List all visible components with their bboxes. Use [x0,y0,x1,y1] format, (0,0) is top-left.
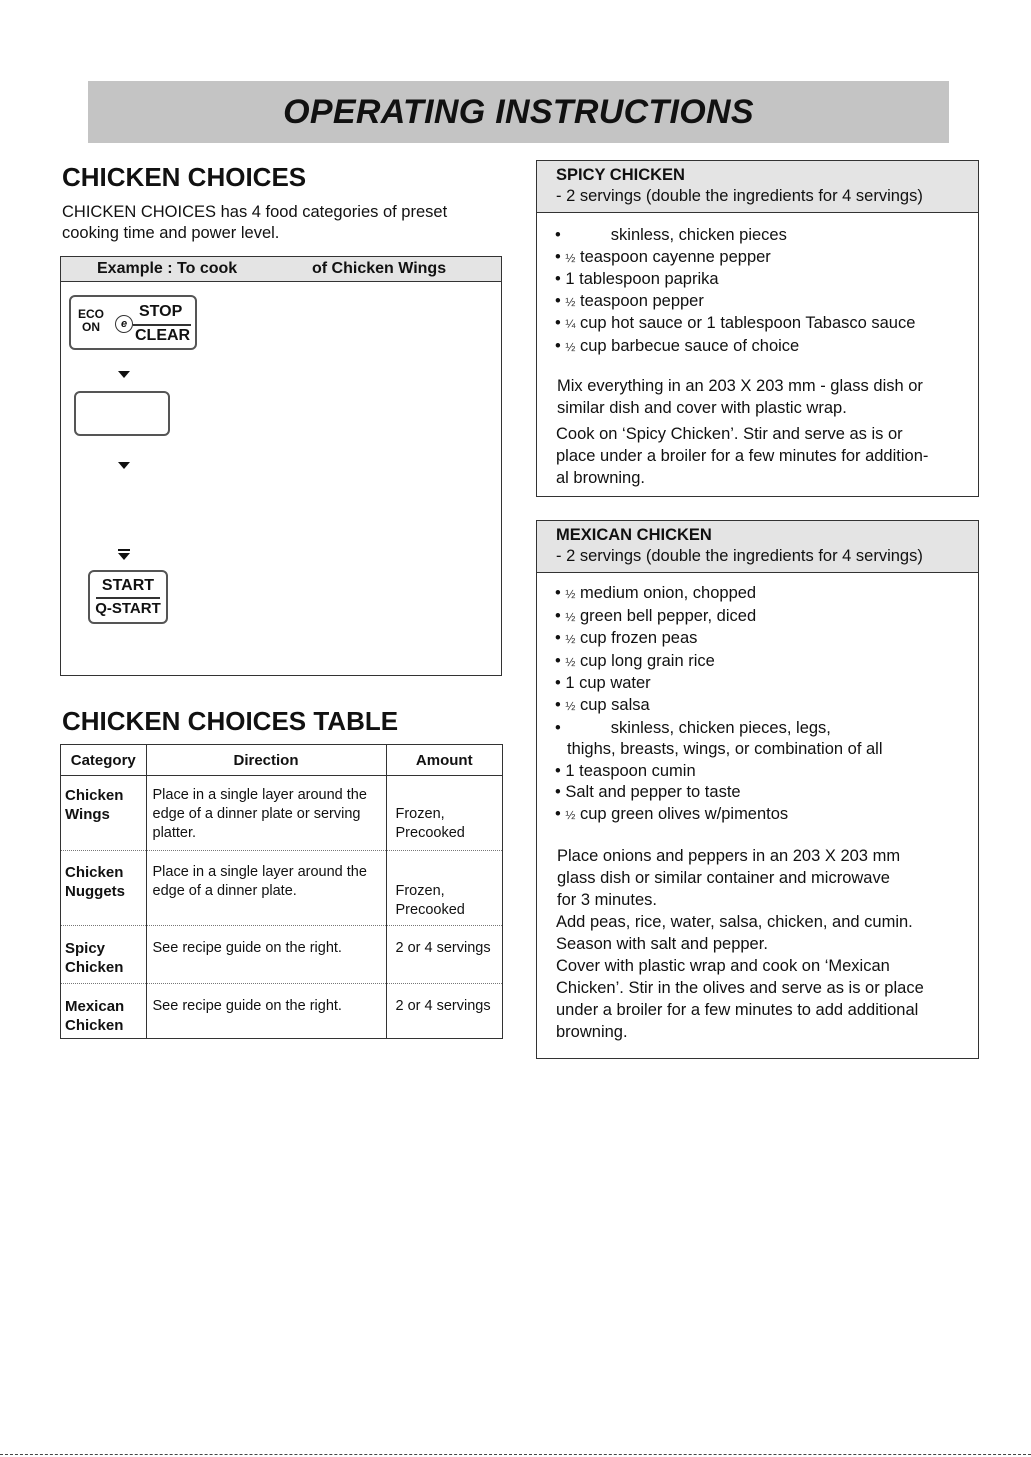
paragraph-line: Chicken’. Stir in the olives and serve as is or place [556,978,924,997]
fraction: ½ [565,654,576,669]
key-divider [133,324,191,326]
bullet: • [555,718,561,737]
ingredient-text: teaspoon cayenne pepper [579,247,771,266]
eco-on-label [78,308,104,334]
cell-line: Spicy [65,940,106,957]
list-item [555,804,978,827]
cell-line: See recipe guide on the right. [152,998,342,1014]
paragraph-line: under a broiler for a few minutes to add additional [556,1000,919,1019]
fraction: ½ [565,587,576,601]
bullet: • [555,247,561,266]
ingredient-text: medium onion, chopped [579,584,757,602]
list-item [555,269,978,291]
recipe-header [537,161,978,213]
direction-cell [146,851,386,926]
cell-line: edge of a dinner plate or serving [152,806,361,822]
paragraph-line: for 3 minutes. [557,890,657,909]
ingredient-text: green bell pepper, diced [579,606,757,625]
fraction: ½ [565,632,576,647]
cell-line: Chicken [65,1017,124,1034]
page-banner: OPERATING INSTRUCTIONS [88,81,949,143]
ingredient-text: 1 tablespoon paprika [565,270,719,289]
arrow-head [118,553,130,560]
column-header: Category [61,745,146,776]
ingredient-text: cup salsa [579,695,650,714]
recipe-paragraph [537,359,978,419]
key-divider [96,597,160,599]
cell-line: Frozen, [395,806,445,822]
cell-line: Chicken [65,864,124,881]
cell-line: Place in a single layer around the [152,864,367,880]
table-row [61,926,502,984]
eco-stop-clear-button[interactable] [69,295,197,350]
category-cell [61,984,146,1038]
list-item [555,673,978,695]
paragraph-line: Mix everything in an 203 X 203 mm - glass dish or [557,376,923,395]
example-header [61,257,501,282]
ingredient-text: cup green olives w/pimentos [579,804,789,823]
amount-cell [386,926,502,984]
bullet: • [555,651,561,670]
cell-line: 2 or 4 servings [395,998,491,1014]
list-item [555,606,978,629]
cell-line: 2 or 4 servings [395,940,491,956]
fraction: ½ [565,294,576,309]
spicy-chicken-recipe [536,160,979,497]
cell-line: See recipe guide on the right. [152,940,342,956]
ingredient-text: cup barbecue sauce of choice [579,336,800,355]
bullet: • [555,629,561,648]
fraction: ½ [565,339,576,354]
bullet: • [555,761,561,780]
recipe-title: SPICY CHICKEN [556,166,685,184]
cell-line: Wings [65,806,110,823]
list-item [555,583,978,606]
list-item [555,718,978,740]
table-row [61,776,502,851]
example-label: Example : To cook [97,260,238,277]
clear-label: CLEAR [135,327,191,344]
ingredient-text: skinless, chicken pieces [610,226,787,244]
ingredient-text: 1 teaspoon cumin [565,761,696,780]
list-item [555,313,978,336]
chicken-choices-button[interactable] [74,391,170,436]
paragraph-line: similar dish and cover with plastic wrap. [557,398,847,417]
ingredient-text: cup frozen peas [579,629,698,648]
start-label: START [101,577,155,594]
arrow-bar [118,549,130,551]
recipe-subtitle: - 2 servings (double the ingredients for 4 servings) [556,187,923,205]
cell-line: Nuggets [65,883,125,900]
amount-cell [386,851,502,926]
list-item [555,628,978,651]
amount-cell [386,984,502,1038]
list-item [555,761,978,783]
section-title-table: CHICKEN CHOICES TABLE [62,706,399,736]
bullet: • [555,584,561,602]
paragraph-line: place under a broiler for a few minutes for addition- [556,446,929,465]
bullet: • [555,606,561,625]
recipe-header [537,521,978,573]
category-cell [61,776,146,851]
ingredient-text: cup long grain rice [579,651,715,670]
list-item [555,247,978,270]
double-arrow-down-icon [118,549,130,560]
cell-line: Chicken [65,959,124,976]
bullet: • [555,270,561,289]
intro-line: cooking time and power level. [62,224,280,242]
cell-line: Precooked [395,902,465,918]
bullet: • [555,674,561,693]
arrow-down-icon [118,462,130,469]
bullet: • [555,783,561,802]
recipe-subtitle: - 2 servings (double the ingredients for 4 servings) [556,547,923,565]
paragraph-line: glass dish or similar container and microwave [557,868,890,887]
bullet: • [555,291,561,310]
ingredient-list [537,213,978,359]
recipe-paragraph [537,419,978,489]
fraction: ¼ [565,317,576,332]
bullet: • [555,336,561,355]
recipe-paragraph [537,827,978,911]
recipe-paragraph [537,911,978,1043]
ingredient-text: 1 cup water [565,674,651,693]
cell-line: Precooked [395,825,465,841]
category-cell [61,851,146,926]
example-item: of Chicken Wings [312,260,447,277]
table-header-row [61,745,502,776]
paragraph-line: Add peas, rice, water, salsa, chicken, and cumin. [556,912,913,931]
paragraph-line: browning. [556,1022,628,1041]
mexican-chicken-recipe [536,520,979,1059]
arrow-down-icon [118,371,130,378]
direction-cell [146,776,386,851]
ingredient-text: Salt and pepper to taste [565,783,741,802]
ingredient-list [537,573,978,827]
chicken-choices-table [60,744,503,1039]
cell-line: Mexican [65,998,125,1015]
list-item [555,291,978,314]
qstart-label: Q-START [95,600,161,617]
direction-cell [146,926,386,984]
cell-line: platter. [152,825,197,841]
bullet: • [555,804,561,823]
eco-leaf-icon: e [115,315,133,333]
on-label: ON [82,320,100,334]
list-item [555,336,978,359]
column-header: Direction [146,745,386,776]
stop-label: STOP [139,303,183,320]
table-row [61,851,502,926]
bullet: • [555,314,561,333]
table-row [61,984,502,1038]
category-cell [61,926,146,984]
intro-line: CHICKEN CHOICES has 4 food categories of preset [62,203,448,221]
amount-cell [386,776,502,851]
intro-text [62,202,447,244]
ingredient-text: teaspoon pepper [579,291,704,310]
eco-label: ECO [78,307,105,321]
ingredient-text: thighs, breasts, wings, or combination of all [567,740,883,759]
cell-line: Chicken [65,787,124,804]
ingredient-text: skinless, chicken pieces, legs, [610,718,831,737]
list-item [555,782,978,804]
cell-line: edge of a dinner plate. [152,883,297,899]
list-item [555,651,978,674]
list-item [555,225,978,247]
paragraph-line: al browning. [556,468,645,487]
cell-line: Frozen, [395,883,445,899]
paragraph-line: Place onions and peppers in an 203 X 203 mm [557,846,901,865]
ingredient-text: cup hot sauce or 1 tablespoon Tabasco sauce [579,314,916,333]
bullet: • [555,226,561,244]
column-header: Amount [386,745,502,776]
fraction: ½ [565,250,576,265]
direction-cell [146,984,386,1038]
fraction: ½ [565,698,576,713]
list-item [555,739,978,761]
paragraph-line: Cover with plastic wrap and cook on ‘Mexican [556,956,890,975]
bullet: • [555,695,561,714]
page-cut-line [0,1454,1031,1455]
recipe-title: MEXICAN CHICKEN [556,526,712,544]
fraction: ½ [565,609,576,624]
list-item [555,695,978,718]
section-title-chicken-choices: CHICKEN CHOICES [62,162,307,192]
paragraph-line: Cook on ‘Spicy Chicken’. Stir and serve as is or [556,424,903,443]
cell-line: Place in a single layer around the [152,787,367,803]
fraction: ½ [565,807,576,822]
start-qstart-button[interactable] [88,570,168,624]
paragraph-line: Season with salt and pepper. [556,934,768,953]
